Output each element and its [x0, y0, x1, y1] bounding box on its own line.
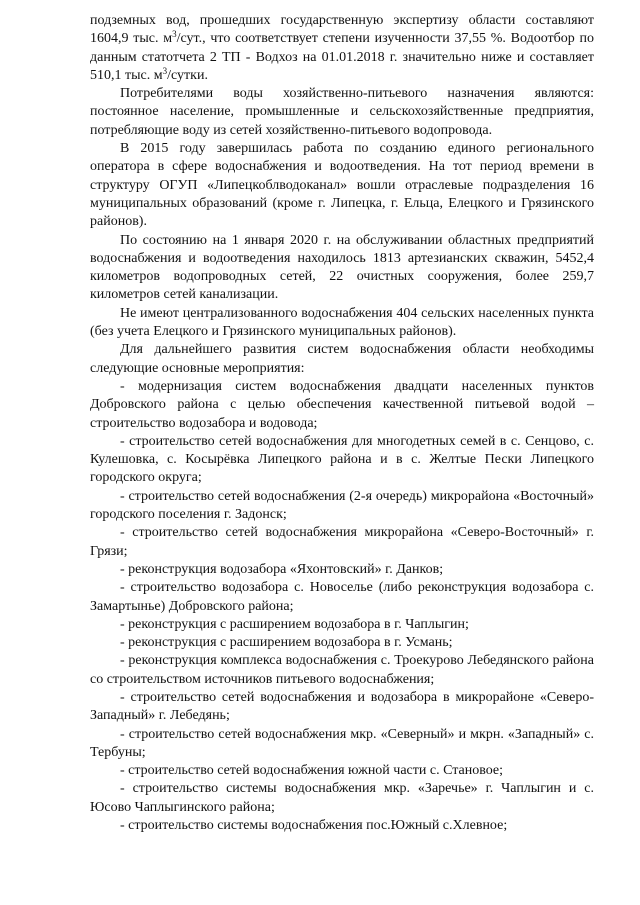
paragraph-regional-operator: В 2015 году завершилась работа по созданию единого регионального оператора в сфере водоснабжения и водоотведения. На тот период времени в структуру ОГУП «Липецкоблводоканал» вошли отраслевые подразделения 16 муниципальных образований (кроме г. Липецка, г. Ельца, Елецкого и Грязинского районов).: [90, 141, 594, 230]
list-item: - строительство сетей водоснабжения мкр. «Северный» и мкрн. «Западный» с. Тербуны;: [90, 726, 594, 760]
list-item: - строительство сетей водоснабжения (2-я очередь) микрорайона «Восточный» городского поселения г. Задонск;: [90, 488, 594, 523]
list-item: - строительство системы водоснабжения мкр. «Заречье» г. Чаплыгин и с. Юсово Чаплыгинского района;: [90, 781, 594, 815]
paragraph-measures-intro: Для дальнейшего развития систем водоснабжения области необходимы следующие основные мероприятия:: [90, 342, 594, 376]
list-item: - строительство системы водоснабжения пос.Южный с.Хлевное;: [120, 818, 508, 834]
list-item: - строительство сетей водоснабжения для многодетных семей в с. Сенцово, с. Кулешовка, с. Косырёвка Липецкого района и в с. Желтые Пески Липецкого городского округа;: [90, 433, 594, 486]
paragraph-status-2020: По состоянию на 1 января 2020 г. на обслуживании областных предприятий водоснабжения и водоотведения находилось 1813 артезианских скважин, 5452,4 километров водопроводных сетей, 22 очистных сооружения, более 259,7 километров сетей канализации.: [90, 232, 594, 303]
list-item: - реконструкция с расширением водозабора в г. Усмань;: [120, 635, 453, 651]
document-page: [90, 12, 594, 835]
paragraph-consumers: Потребителями воды хозяйственно-питьевого назначения являются: постоянное население, промышленные и сельскохозяйственные предприятия, потребляющие воду из сетей хозяйственно-питьевого водопровода.: [90, 86, 594, 138]
list-item: - строительство сетей водоснабжения микрорайона «Северо-Восточный» г. Грязи;: [90, 525, 594, 559]
list-item: - реконструкция водозабора «Яхонтовский» г. Данков;: [120, 561, 444, 577]
list-item: - модернизация систем водоснабжения двадцати населенных пунктов Добровского района с целью обеспечения качественной питьевой водой – строительство водозабора и водовода;: [90, 378, 594, 431]
list-item: - реконструкция комплекса водоснабжения с. Троекурово Лебедянского района со строительством источников питьевого водоснабжения;: [90, 653, 594, 687]
list-item: - строительство водозабора с. Новоселье (либо реконструкция водозабора с. Замартынье) Добровского района;: [90, 580, 594, 614]
list-item: - реконструкция с расширением водозабора в г. Чаплыгин;: [120, 616, 469, 632]
list-item: - строительство сетей водоснабжения и водозабора в микрорайоне «Северо-Западный» г. Лебедянь;: [90, 689, 594, 724]
list-item: - строительство сетей водоснабжения южной части с. Становое;: [120, 763, 504, 779]
paragraph-groundwater: подземных вод, прошедших государственную экспертизу области составляют 1604,9 тыс. $м^3$/сут., что соответствует степени изученности 37,55 %. Водоотбор по данным статотчета 2 ТП - Водхоз на 01.01.2018 г. значительно ниже и составляет 510,1 тыс. $м^3$/сутки.: [90, 13, 594, 83]
paragraph-no-centralized-supply: Не имеют централизованного водоснабжения 404 сельских населенных пункта (без учета Елецкого и Грязинского муниципальных районов).: [90, 305, 594, 340]
